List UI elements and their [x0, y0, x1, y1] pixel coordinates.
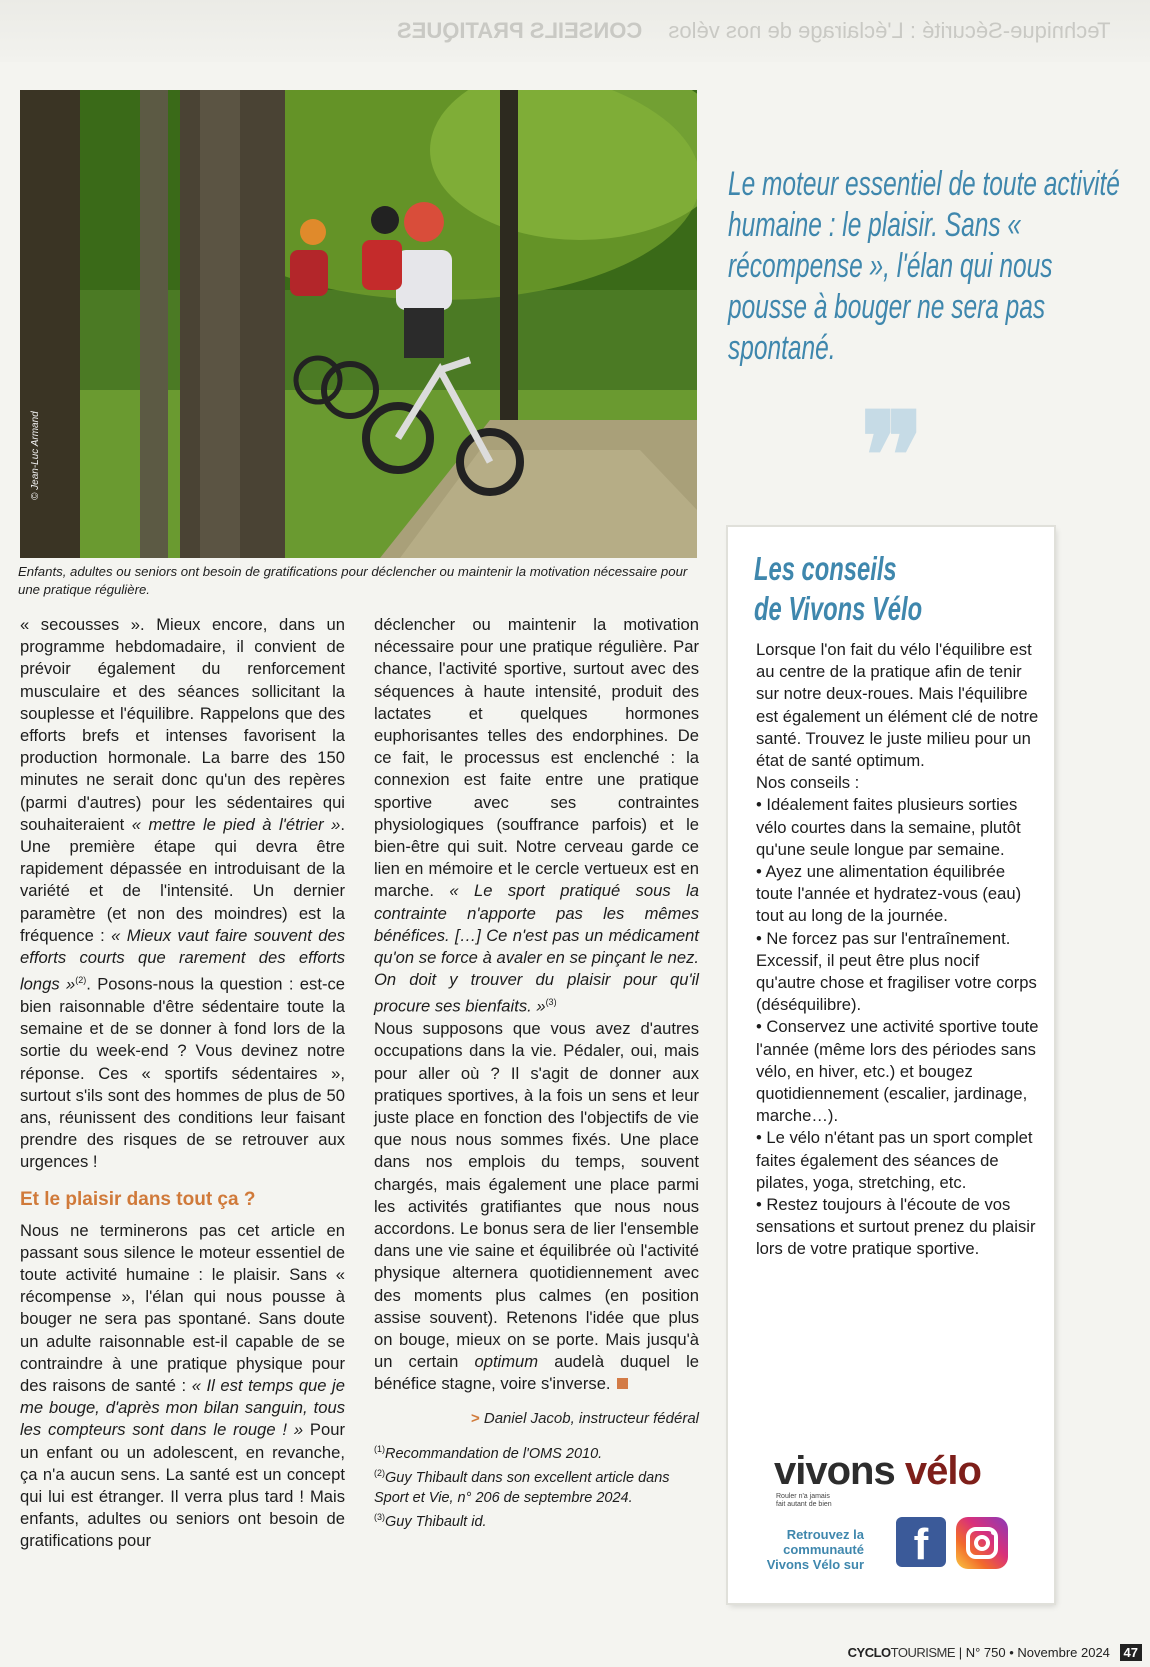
article-paragraph: Nous ne terminerons pas cet article en passant sous silence le moteur essentiel de toute activité humaine : le plaisir. Sans « récompense », l'élan qui nous pousse à bouger ne sera pas spontané. Sans doute un adulte raisonnable est-il capable de se contraindre à une pratique physique pour des raisons de santé : « Il est temps que je me bouge, d'après mon bilan sanguin, tous les compteurs sont dans le rouge ! » Pour un enfant ou un adolescent, en revanche, ça n'a aucun sens. La santé est un concept qui lui est étranger. Il verra plus tard ! Mais enfants, adultes ou seniors ont besoin de gratifications pour — [20, 1220, 345, 1551]
sidebar-body — [756, 639, 1042, 1261]
instagram-icon[interactable] — [956, 1517, 1008, 1569]
vivons-velo-sidebar — [728, 527, 1054, 1603]
author-signature: > Daniel Jacob, instructeur fédéral — [470, 1409, 699, 1427]
end-of-article-mark — [617, 1378, 628, 1389]
pull-quote: Le moteur essentiel de toute activité humaine : le plaisir. Sans « récompense », l'élan qui nous pousse à bouger ne sera pas spontané. — [728, 165, 1120, 367]
photo-credit: © Jean-Luc Armand — [30, 411, 41, 500]
sidebar-tip: • Le vélo n'étant pas un sport complet faites également des séances de pilates, yoga, stretching, etc. — [756, 1128, 1033, 1192]
magazine-name: CYCLOTOURISME — [847, 1645, 956, 1660]
article-paragraph: déclencher ou maintenir la motivation nécessaire pour une pratique régulière. Par chance, l'activité sportive, surtout avec des séquences à haute intensité, produit des lactates et quelques hormones euphorisantes telles des endorphines. De ce fait, le processus est enclenché : la connexion est faite entre une pratique sportive avec ses contraintes physiologiques (souffrance parfois) et le bien-être qui suit. Notre cerveau garde ce lien en mémoire et le cercle vertueux est en marche. « Le sport pratiqué sous la contrainte n'apporte pas les mêmes bénéfices. […] Ce n'est pas un médicament qu'on se force à avaler en se pinçant le nez. On doit y trouver du plaisir pour qu'il procure ses bienfaits. »$^{(3)}$ — [374, 615, 699, 1016]
social-invite-text: Retrouvez la communauté Vivons Vélo sur — [766, 1527, 864, 1572]
article-column-2 — [374, 614, 699, 1532]
article-photo — [20, 90, 697, 558]
header-rubric: CONSEILS PRATIQUES — [396, 18, 642, 43]
sidebar-list-title: Nos conseils : — [756, 773, 860, 793]
footnote: $^{(3)}$Guy Thibault id. — [374, 1512, 487, 1530]
header-bleed-text — [397, 18, 1110, 44]
footnote: $^{(1)}$Recommandation de l'OMS 2010. — [374, 1443, 603, 1462]
signature-arrow-icon: > — [470, 1409, 480, 1427]
footnotes — [374, 1440, 699, 1532]
sidebar-tip: • Restez toujours à l'écoute de vos sensations et surtout prenez du plaisir lors de votre pratique sportive. — [756, 1195, 1036, 1259]
section-subheading: Et le plaisir dans tout ça ? — [20, 1188, 256, 1210]
page-footer: CYCLOTOURISME | N° 750 • Novembre 2024 47 — [848, 1644, 1142, 1661]
cyclists-forest-illustration — [20, 90, 697, 558]
sidebar-tip: • Ne forcez pas sur l'entraînement. Excessif, il peut être plus nocif qu'autre chose et fragiliser votre corps (déséquilibre). — [756, 928, 1037, 1015]
facebook-icon[interactable]: f — [896, 1517, 946, 1567]
article-paragraph: Nous supposons que vous avez d'autres occupations dans la vie. Pédaler, oui, mais pour aller où ? Il s'agit de donner aux pratiques sportives, à la fois un sens et leur juste place en fonction des l'objectifs de vie que nous nous sommes fixés. Une place dans nos emplois du temps, souvent chargés, mais également une place parmi les activités gratifiantes que nous nous accordons. Le bonus sera de lier l'ensemble dans une vie saine et équilibrée où l'activité physique alternera quotidiennement avec des moments plus calmes (en position assise souvent). Retenons l'idée que plus on bouge, mieux on se porte. Mais jusqu'à un certain optimum audelà duquel le bénéfice stagne, voire s'inverse. — [374, 1019, 700, 1394]
sidebar-tip: • Ayez une alimentation équilibrée toute l'année et hydratez-vous (eau) tout au long de la journée. — [756, 862, 1022, 926]
issue-date: Novembre 2024 — [1017, 1645, 1110, 1660]
sidebar-tip: • Conservez une activité sportive toute l'année (même lors des périodes sans vélo, en hiver, etc.) et bougez quotidiennement (escalier, jardinage, marche…). — [756, 1017, 1039, 1126]
vivons-velo-logo: vivons vélo Rouler n'a jamais fait autant de bien — [774, 1449, 981, 1508]
issue-number: N° 750 — [965, 1645, 1006, 1660]
brand-tagline: Rouler n'a jamais fait autant de bien — [776, 1493, 832, 1508]
quote-mark-icon: ❞ — [860, 391, 925, 524]
page-header — [0, 0, 1150, 62]
article-paragraph: « secousses ». Mieux encore, dans un programme hebdomadaire, il convient de prévoir également du renforcement musculaire et des séances sollicitant la souplesse et l'équilibre. Rappelons que des efforts brefs et intenses favorisent la production hormonale. La barre des 150 minutes ne serait donc qu'un des repères (parmi d'autres) pour les sédentaires qui souhaiteraient « mettre le pied à l'étrier ». Une première étape qui devra être rapidement dépassée en introduisant de la variété et de l'intensité. Un dernier paramètre (et non des moindres) est la fréquence : « Mieux vaut faire souvent des efforts courts que rarement des efforts longs »$^{(2)}$. Posons-nous la question : est-ce bien raisonnable d'être sédentaire toute la semaine et de se donner à fond lors de la sortie du week-end ? Vous devinez notre réponse. Ces « sportifs sédentaires », surtout s'ils sont des hommes de plus de 50 ans, réunissent des conditions leur faisant prendre des risques de se retrouver aux urgences ! — [20, 615, 346, 1172]
sidebar-intro: Lorsque l'on fait du vélo l'équilibre est au centre de la pratique afin de tenir sur notre deux-roues. Mais l'équilibre est également un élément clé de notre santé. Trouvez le juste milieu pour un état de santé optimum. — [756, 640, 1039, 771]
sidebar-tip: • Idéalement faites plusieurs sorties vélo courtes dans la semaine, plutôt qu'une seule longue par semaine. — [756, 795, 1021, 859]
article-column-1 — [20, 614, 345, 1553]
header-text: Technique-Sécurité : L'éclairage de nos vélos — [667, 18, 1110, 43]
sidebar-title: Les conseils de Vivons Vélo — [754, 550, 923, 627]
photo-caption: Enfants, adultes ou seniors ont besoin de gratifications pour déclencher ou maintenir la motivation nécessaire pour une pratique régulière. — [18, 564, 688, 597]
footnote: $^{(2)}$Guy Thibault dans son excellent article dans Sport et Vie, n° 206 de septembre 2024. — [374, 1468, 670, 1506]
page-number: 47 — [1120, 1644, 1142, 1661]
